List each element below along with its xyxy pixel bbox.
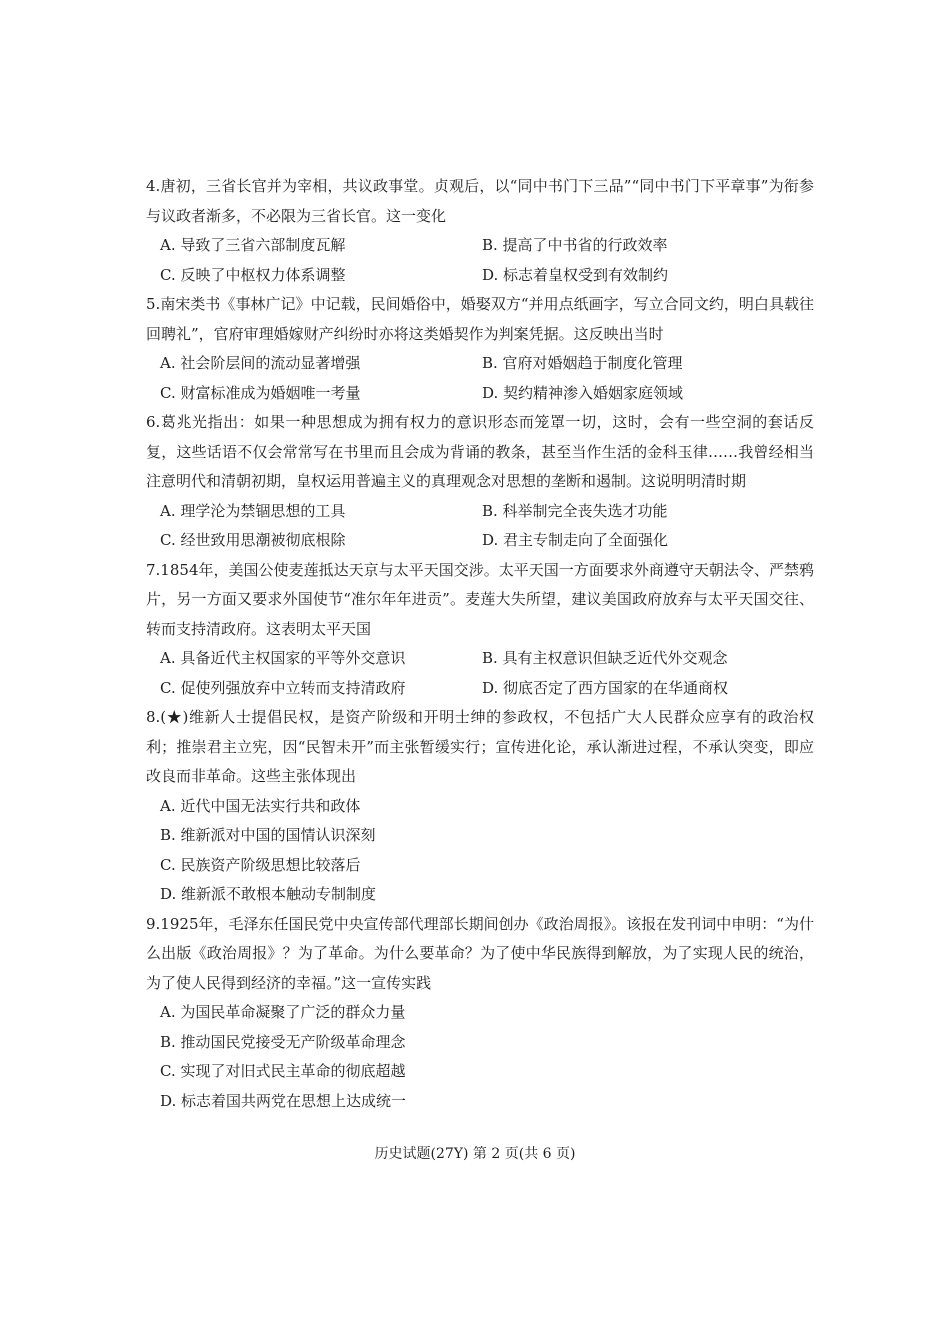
option-list [146, 349, 814, 408]
question-stem: 5.南宋类书《事林广记》中记载，民间婚俗中，婚娶双方“并用点纸画字，写立合同文约，明白具载往回聘礼”，官府审理婚嫁财产纠纷时亦将这类婚契作为判案凭据。这反映出当时 [146, 295, 814, 343]
question-stem: 9.1925年，毛泽东任国民党中央宣传部代理部长期间创办《政治周报》。该报在发刊词中申明：“为什么出版《政治周报》？为了革命。为什么要革命？为了使中华民族得到解放，为了实现人民的统治，为了使人民得到经济的幸福。”这一宣传实践 [146, 914, 814, 992]
option-b: B. 官府对婚姻趋于制度化管理 [482, 354, 683, 372]
option-c: C. 实现了对旧式民主革命的彻底超越 [160, 1062, 406, 1080]
page-footer: 历史试题(27Y) 第 2 页(共 6 页) [374, 1146, 576, 1162]
option-a: A. 具备近代主权国家的平等外交意识 [160, 649, 406, 667]
option-d: D. 君主专制走向了全面强化 [482, 531, 669, 549]
option-d: D. 契约精神渗入婚姻家庭领域 [482, 383, 684, 402]
option-c: C. 民族资产阶级思想比较落后 [160, 855, 361, 874]
option-list [146, 792, 814, 910]
option-d: D. 维新派不敢根本触动专制制度 [160, 885, 377, 903]
option-list [146, 998, 814, 1116]
option-b: B. 具有主权意识但缺乏近代外交观念 [482, 649, 728, 667]
question-8 [146, 703, 814, 910]
option-c: C. 经世致用思潮被彻底根除 [160, 531, 346, 549]
option-list [146, 497, 814, 556]
option-list [146, 644, 814, 703]
question-stem: 7.1854年，美国公使麦莲抵达天京与太平天国交涉。太平天国一方面要求外商遵守天朝法令、严禁鸦片，另一方面又要求外国使节“准尔年年进贡”。麦莲大失所望，建议美国政府放弃与太平天国交往、转而支持清政府。这表明太平天国 [146, 560, 814, 638]
option-d: D. 标志着国共两党在思想上达成统一 [160, 1091, 407, 1110]
option-a: A. 导致了三省六部制度瓦解 [160, 236, 346, 254]
question-5 [146, 290, 814, 408]
option-b: B. 推动国民党接受无产阶级革命理念 [160, 1032, 406, 1051]
option-a: A. 社会阶层间的流动显著增强 [160, 354, 361, 372]
option-list [146, 231, 814, 290]
question-9 [146, 910, 814, 1117]
question-4 [146, 172, 814, 290]
option-d: D. 标志着皇权受到有效制约 [482, 265, 669, 284]
question-7 [146, 556, 814, 704]
option-d: D. 彻底否定了西方国家的在华通商权 [482, 678, 729, 697]
option-c: C. 反映了中枢权力体系调整 [160, 265, 346, 284]
question-stem: 6.葛兆光指出：如果一种思想成为拥有权力的意识形态而笼罩一切，这时，会有一些空洞的套话反复，这些话语不仅会常常写在书里而且会成为背诵的教条，甚至当作生活的金科玉律……我曾经相当注意明代和清朝初期，皇权运用普遍主义的真理观念对思想的垄断和遏制。这说明明清时期 [146, 413, 814, 490]
option-b: B. 科举制完全丧失选才功能 [482, 501, 668, 520]
option-a: A. 理学沦为禁锢思想的工具 [160, 501, 346, 520]
question-stem: 4.唐初，三省长官并为宰相，共议政事堂。贞观后，以“同中书门下三品”“同中书门下平章事”为衔参与议政者渐多，不必限为三省长官。这一变化 [146, 177, 814, 225]
option-a: A. 为国民革命凝聚了广泛的群众力量 [160, 1003, 406, 1021]
question-list [146, 172, 814, 1116]
question-stem: 8.(★)维新人士提倡民权，是资产阶级和开明士绅的参政权，不包括广大人民群众应享有的政治权利；推崇君主立宪，因“民智未开”而主张暂缓实行；宣传进化论，承认渐进过程，不承认突变，即应改良而非革命。这些主张体现出 [146, 708, 814, 785]
option-b: B. 提高了中书省的行政效率 [482, 236, 668, 254]
option-c: C. 促使列强放弃中立转而支持清政府 [160, 678, 406, 697]
question-6 [146, 408, 814, 556]
option-c: C. 财富标准成为婚姻唯一考量 [160, 383, 361, 402]
option-b: B. 维新派对中国的国情认识深刻 [160, 826, 376, 844]
option-a: A. 近代中国无法实行共和政体 [160, 796, 361, 815]
